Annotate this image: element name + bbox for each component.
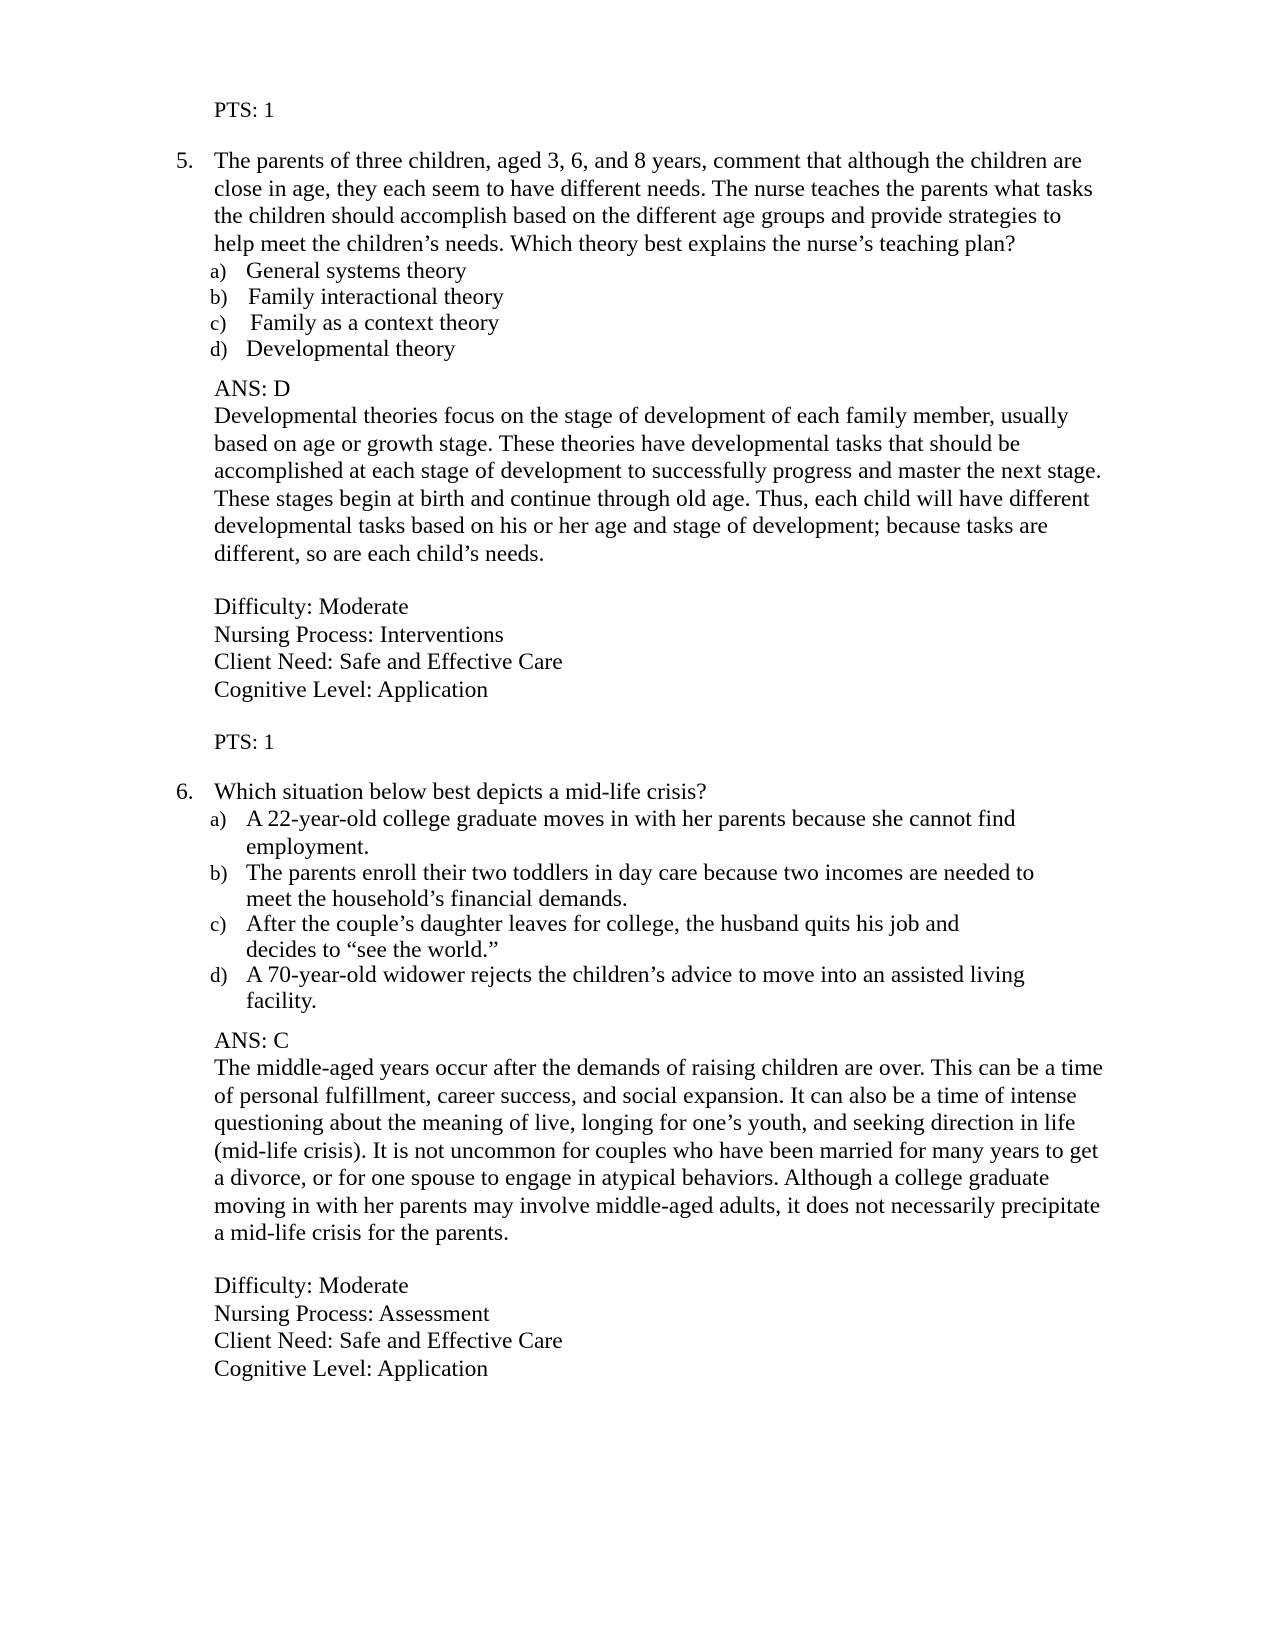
difficulty: Difficulty: Moderate <box>214 594 409 620</box>
client-need: Client Need: Safe and Effective Care <box>214 649 563 675</box>
rationale <box>214 1055 1149 1248</box>
cognitive-level: Cognitive Level: Application <box>214 676 489 703</box>
rationale-line: developmental tasks based on his or her age and stage of development; because tasks are <box>214 513 1048 539</box>
question-metadata <box>214 1273 563 1383</box>
option-line: facility. <box>246 988 317 1014</box>
rationale-line: Developmental theories focus on the stage of development of each family member, usually <box>214 403 1069 429</box>
option-letter: d) <box>210 963 228 987</box>
nursing-process: Nursing Process: Assessment <box>214 1300 490 1327</box>
option-text: General systems theory <box>246 258 467 284</box>
rationale-line: moving in with her parents may involve middle-aged adults, it does not necessarily precipitate <box>214 1192 1101 1219</box>
question-number: 6. <box>176 779 194 805</box>
rationale-line: based on age or growth stage. These theories have developmental tasks that should be <box>214 430 1021 457</box>
question-stem <box>214 148 1144 258</box>
cognitive-level: Cognitive Level: Application <box>214 1355 489 1382</box>
rationale-line: a divorce, or for one spouse to engage in atypical behaviors. Although a college graduate <box>214 1165 1050 1191</box>
rationale-line: a mid-life crisis for the parents. <box>214 1220 509 1246</box>
option-text: Developmental theory <box>246 336 456 362</box>
rationale-line: The middle-aged years occur after the demands of raising children are over. This can be a time <box>214 1055 1103 1081</box>
option-text: Family interactional theory <box>248 284 504 310</box>
pts-label: PTS: 1 <box>214 729 275 754</box>
rationale-line: different, so are each child’s needs. <box>214 540 545 567</box>
option-text: Family as a context theory <box>250 310 500 336</box>
question-metadata <box>214 594 563 704</box>
rationale-line: accomplished at each stage of development to successfully progress and master the next stage. <box>214 458 1102 484</box>
option-line: employment. <box>246 833 370 860</box>
pts-label: PTS: 1 <box>214 97 275 122</box>
option-text <box>246 911 1096 963</box>
option-letter: b) <box>210 285 228 309</box>
option-text <box>246 806 1096 861</box>
question-number: 5. <box>176 148 194 174</box>
stem-line: The parents of three children, aged 3, 6, and 8 years, comment that although the children are <box>214 148 1082 174</box>
option-letter: c) <box>210 912 227 936</box>
nursing-process: Nursing Process: Interventions <box>214 621 504 648</box>
client-need: Client Need: Safe and Effective Care <box>214 1328 563 1354</box>
option-line: meet the household’s financial demands. <box>246 886 628 912</box>
option-line: A 22-year-old college graduate moves in with her parents because she cannot find <box>246 806 1016 832</box>
rationale-line: (mid-life crisis). It is not uncommon for couples who have been married for many years to get <box>214 1137 1099 1164</box>
answer-key: ANS: C <box>214 1028 290 1054</box>
rationale-line: These stages begin at birth and continue through old age. Thus, each child will have different <box>214 485 1090 512</box>
difficulty: Difficulty: Moderate <box>214 1273 409 1299</box>
rationale <box>214 403 1149 568</box>
option-letter: d) <box>210 337 228 361</box>
option-text <box>246 860 1096 912</box>
answer-key: ANS: D <box>214 376 291 402</box>
stem-line: close in age, they each seem to have different needs. The nurse teaches the parents what tasks <box>214 175 1093 202</box>
option-line: decides to “see the world.” <box>246 937 499 963</box>
rationale-line: of personal fulfillment, career success, and social expansion. It can also be a time of intense <box>214 1082 1077 1109</box>
option-letter: a) <box>210 259 227 283</box>
question-stem <box>214 779 1144 807</box>
option-line: After the couple’s daughter leaves for college, the husband quits his job and <box>246 911 960 937</box>
option-line: A 70-year-old widower rejects the children’s advice to move into an assisted living <box>246 962 1025 988</box>
option-line: The parents enroll their two toddlers in day care because two incomes are needed to <box>246 860 1035 886</box>
stem-line: help meet the children’s needs. Which theory best explains the nurse’s teaching plan? <box>214 230 1016 257</box>
option-text <box>246 962 1096 1014</box>
rationale-line: questioning about the meaning of live, longing for one’s youth, and seeking direction in life <box>214 1110 1076 1136</box>
stem-line: the children should accomplish based on the different age groups and provide strategies to <box>214 203 1062 229</box>
option-letter: c) <box>210 311 227 335</box>
option-letter: a) <box>210 807 227 831</box>
option-letter: b) <box>210 861 228 885</box>
stem-line: Which situation below best depicts a mid-life crisis? <box>214 779 707 805</box>
